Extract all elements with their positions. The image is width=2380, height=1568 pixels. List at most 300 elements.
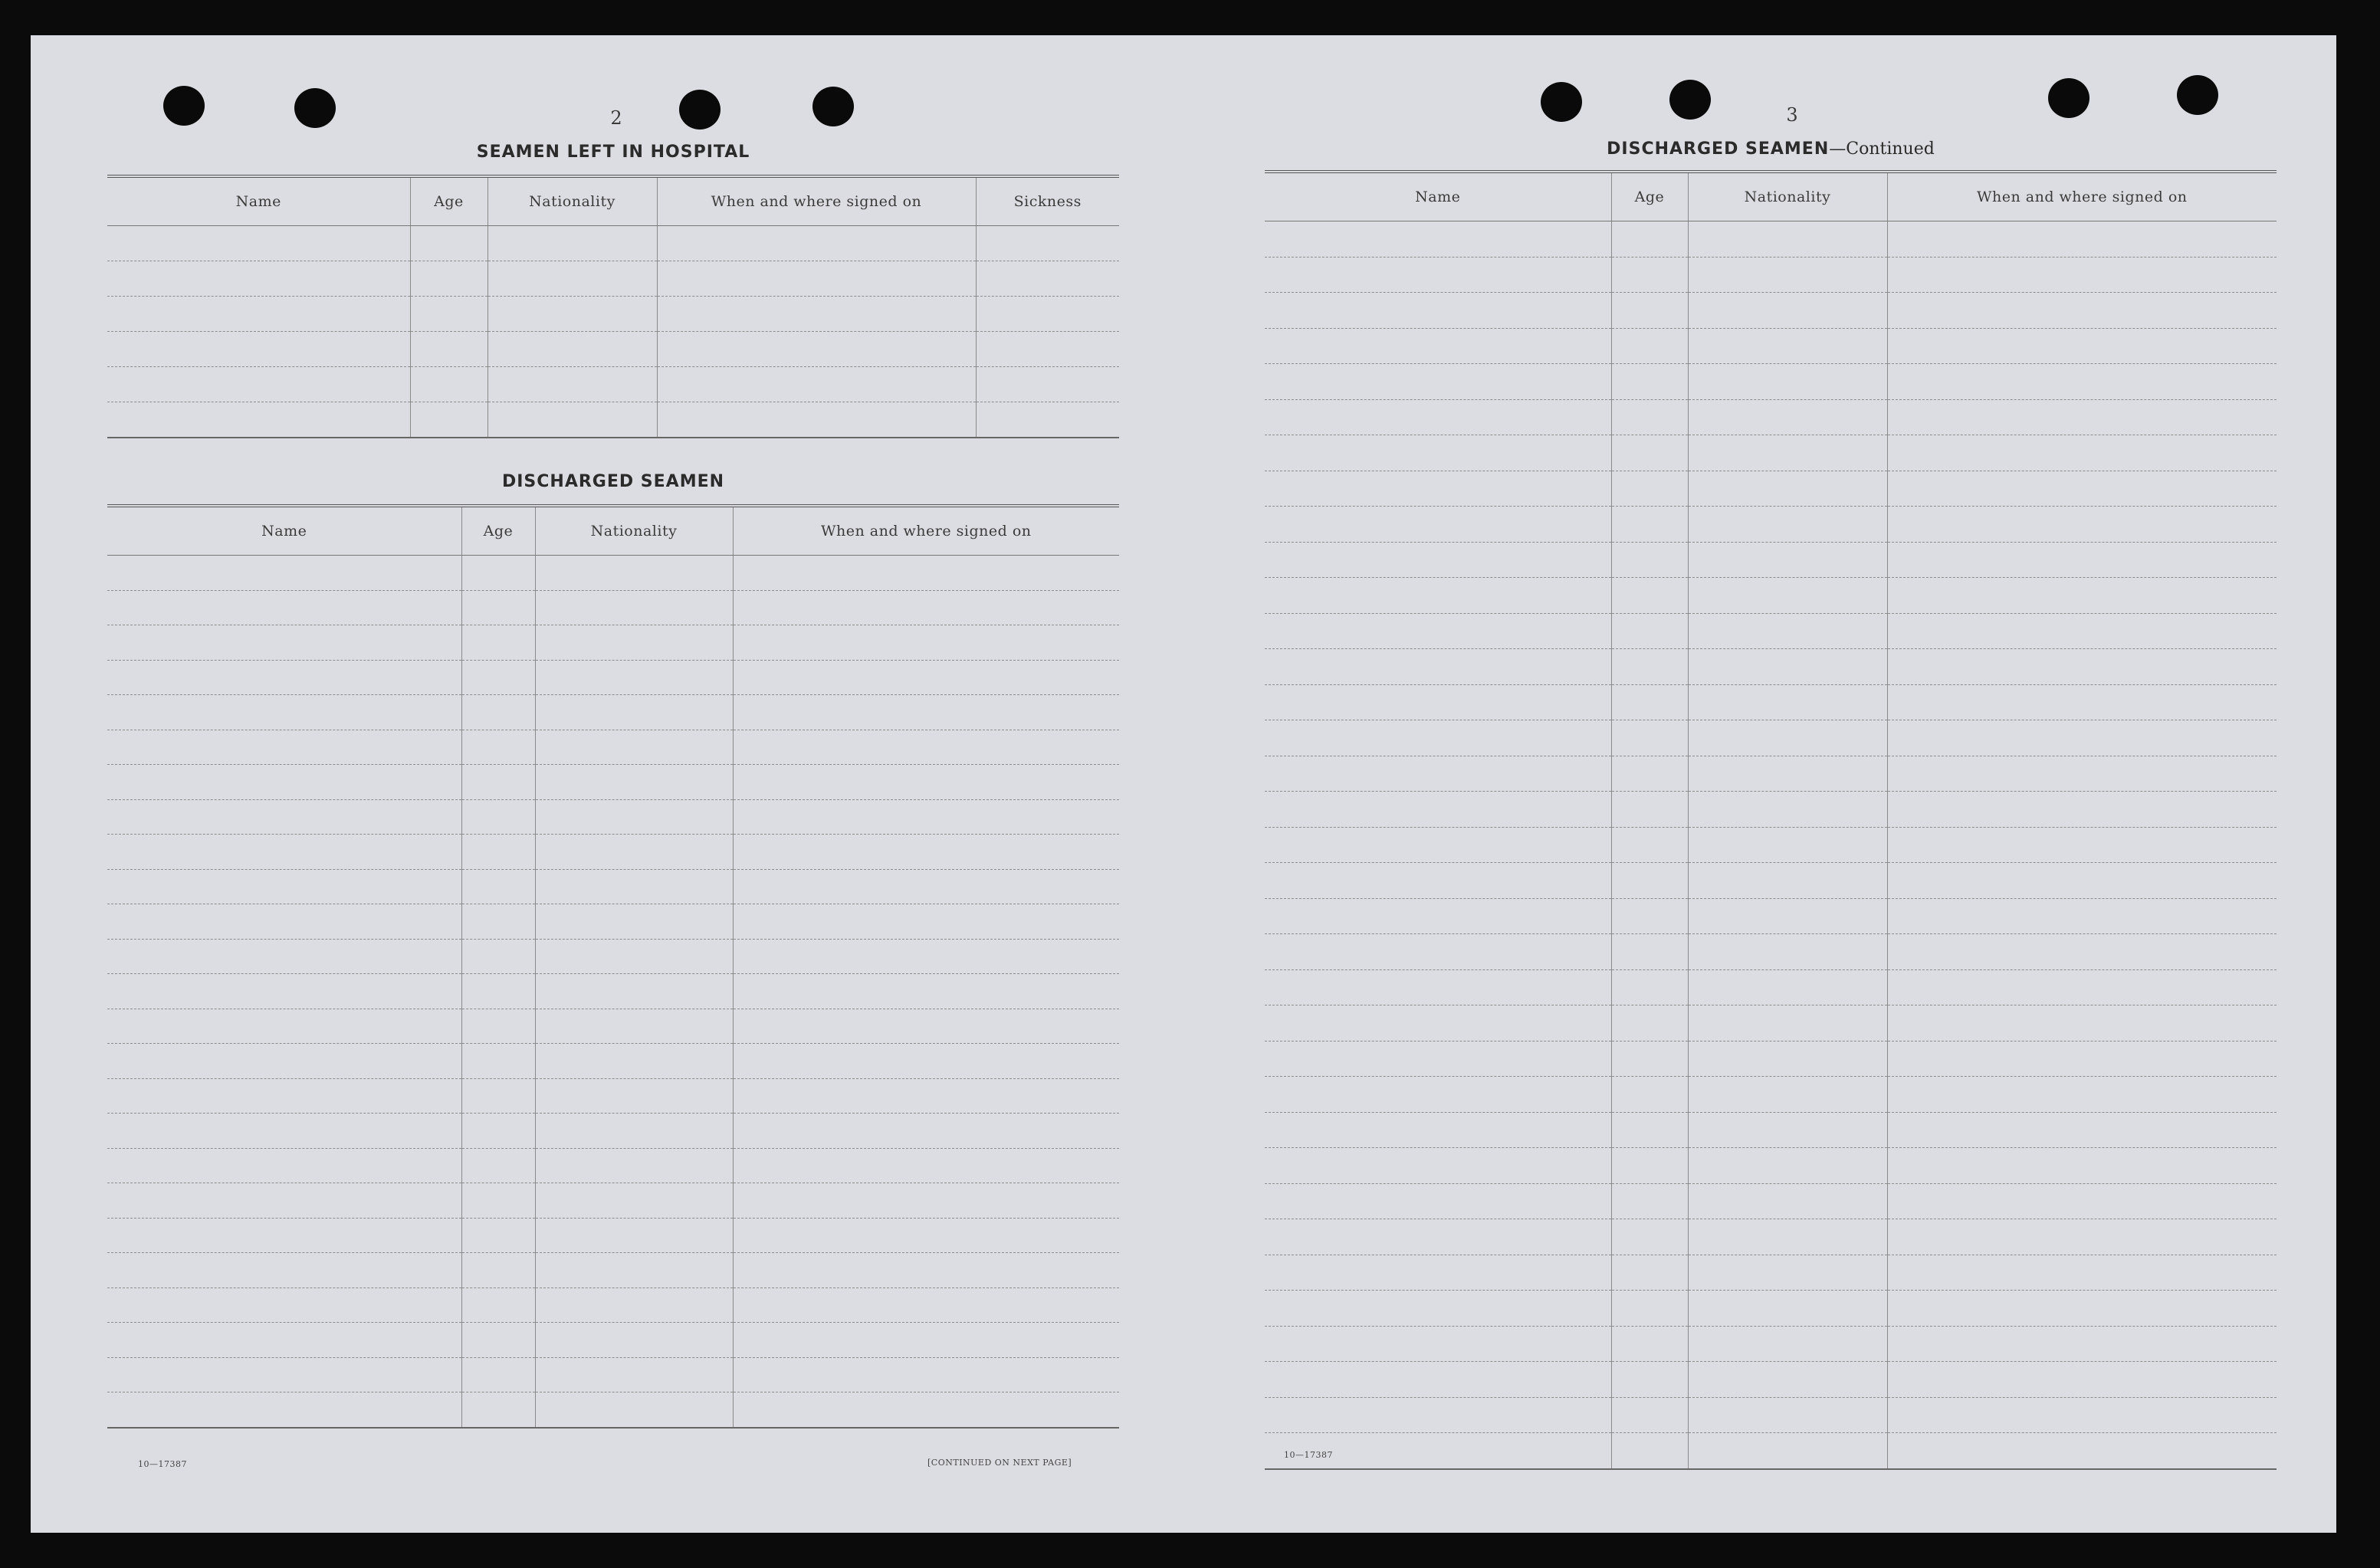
blank-cell[interactable] xyxy=(461,1323,535,1358)
blank-cell[interactable] xyxy=(461,590,535,625)
blank-cell[interactable] xyxy=(733,660,1119,695)
blank-cell[interactable] xyxy=(107,869,461,904)
blank-cell[interactable] xyxy=(1688,1148,1887,1184)
blank-cell[interactable] xyxy=(535,1148,733,1183)
blank-cell[interactable] xyxy=(733,869,1119,904)
blank-cell[interactable] xyxy=(1688,756,1887,792)
blank-cell[interactable] xyxy=(1611,1255,1688,1291)
blank-cell[interactable] xyxy=(1887,1148,2277,1184)
blank-cell[interactable] xyxy=(733,1393,1119,1428)
blank-cell[interactable] xyxy=(1611,507,1688,543)
blank-cell[interactable] xyxy=(1611,827,1688,863)
table-row xyxy=(1265,328,2277,364)
blank-cell[interactable] xyxy=(1887,1041,2277,1077)
blank-cell[interactable] xyxy=(733,799,1119,835)
blank-cell[interactable] xyxy=(1887,1183,2277,1219)
table-row xyxy=(1265,578,2277,614)
blank-cell[interactable] xyxy=(1688,613,1887,649)
blank-cell[interactable] xyxy=(461,1044,535,1079)
blank-cell[interactable] xyxy=(1611,898,1688,934)
blank-cell[interactable] xyxy=(733,730,1119,765)
blank-cell[interactable] xyxy=(1887,684,2277,720)
blank-cell[interactable] xyxy=(1265,1183,1611,1219)
blank-cell[interactable] xyxy=(535,590,733,625)
blank-cell[interactable] xyxy=(410,297,487,332)
blank-cell[interactable] xyxy=(461,556,535,591)
column-header-nationality: Nationality xyxy=(1688,172,1887,221)
blank-cell[interactable] xyxy=(487,402,657,438)
blank-cell[interactable] xyxy=(1611,1005,1688,1042)
blank-cell[interactable] xyxy=(976,226,1119,261)
blank-cell[interactable] xyxy=(1688,1255,1887,1291)
blank-cell[interactable] xyxy=(107,332,410,367)
blank-cell[interactable] xyxy=(535,869,733,904)
blank-cell[interactable] xyxy=(733,556,1119,591)
blank-cell[interactable] xyxy=(410,261,487,297)
blank-cell[interactable] xyxy=(1688,720,1887,756)
punch-hole-6 xyxy=(1669,80,1711,120)
blank-cell[interactable] xyxy=(107,1288,461,1323)
blank-cell[interactable] xyxy=(1688,1397,1887,1433)
blank-cell[interactable] xyxy=(1887,863,2277,899)
blank-cell[interactable] xyxy=(535,1253,733,1288)
blank-cell[interactable] xyxy=(535,974,733,1009)
blank-cell[interactable] xyxy=(461,1183,535,1219)
table-row xyxy=(107,1044,1119,1079)
blank-cell[interactable] xyxy=(107,261,410,297)
blank-cell[interactable] xyxy=(107,1323,461,1358)
blank-cell[interactable] xyxy=(1688,364,1887,400)
blank-cell[interactable] xyxy=(1265,507,1611,543)
blank-cell[interactable] xyxy=(1887,542,2277,578)
blank-cell[interactable] xyxy=(1611,221,1688,258)
blank-cell[interactable] xyxy=(107,1253,461,1288)
blank-cell[interactable] xyxy=(1265,1219,1611,1255)
blank-cell[interactable] xyxy=(1887,934,2277,970)
blank-cell[interactable] xyxy=(107,1393,461,1428)
blank-cell[interactable] xyxy=(1688,934,1887,970)
discharged-continued-title-text: DISCHARGED SEAMEN xyxy=(1607,139,1830,159)
blank-cell[interactable] xyxy=(1611,863,1688,899)
blank-cell[interactable] xyxy=(1265,613,1611,649)
blank-cell[interactable] xyxy=(1887,756,2277,792)
blank-cell[interactable] xyxy=(1887,1219,2277,1255)
blank-cell[interactable] xyxy=(107,974,461,1009)
blank-cell[interactable] xyxy=(733,1183,1119,1219)
blank-cell[interactable] xyxy=(461,869,535,904)
blank-cell[interactable] xyxy=(657,367,976,402)
blank-cell[interactable] xyxy=(1887,507,2277,543)
blank-cell[interactable] xyxy=(1611,649,1688,685)
blank-cell[interactable] xyxy=(461,660,535,695)
page-number-right: 3 xyxy=(1786,104,1798,126)
blank-cell[interactable] xyxy=(461,1114,535,1149)
blank-cell[interactable] xyxy=(1265,578,1611,614)
blank-cell[interactable] xyxy=(1611,1041,1688,1077)
blank-cell[interactable] xyxy=(1611,969,1688,1005)
blank-cell[interactable] xyxy=(1265,1148,1611,1184)
blank-cell[interactable] xyxy=(1688,684,1887,720)
blank-cell[interactable] xyxy=(657,402,976,438)
blank-cell[interactable] xyxy=(1265,1362,1611,1398)
blank-cell[interactable] xyxy=(1887,471,2277,507)
blank-cell[interactable] xyxy=(461,939,535,974)
blank-cell[interactable] xyxy=(1611,684,1688,720)
blank-cell[interactable] xyxy=(1688,399,1887,435)
blank-cell[interactable] xyxy=(733,625,1119,661)
blank-cell[interactable] xyxy=(1265,293,1611,329)
blank-cell[interactable] xyxy=(733,765,1119,800)
blank-cell[interactable] xyxy=(1611,293,1688,329)
blank-cell[interactable] xyxy=(1887,898,2277,934)
blank-cell[interactable] xyxy=(1265,827,1611,863)
blank-cell[interactable] xyxy=(535,556,733,591)
blank-cell[interactable] xyxy=(1688,1326,1887,1362)
blank-cell[interactable] xyxy=(461,695,535,730)
blank-cell[interactable] xyxy=(410,332,487,367)
discharged-continued-title xyxy=(1265,139,2277,159)
blank-cell[interactable] xyxy=(657,332,976,367)
blank-cell[interactable] xyxy=(1265,364,1611,400)
blank-cell[interactable] xyxy=(1887,1397,2277,1433)
blank-cell[interactable] xyxy=(1611,1219,1688,1255)
blank-cell[interactable] xyxy=(1265,221,1611,258)
blank-cell[interactable] xyxy=(1688,1433,1887,1469)
blank-cell[interactable] xyxy=(1887,792,2277,828)
blank-cell[interactable] xyxy=(1688,257,1887,293)
blank-cell[interactable] xyxy=(487,367,657,402)
blank-cell[interactable] xyxy=(1611,720,1688,756)
blank-cell[interactable] xyxy=(1688,969,1887,1005)
blank-cell[interactable] xyxy=(461,1148,535,1183)
blank-cell[interactable] xyxy=(461,730,535,765)
blank-cell[interactable] xyxy=(487,261,657,297)
blank-cell[interactable] xyxy=(1688,471,1887,507)
blank-cell[interactable] xyxy=(1887,1433,2277,1469)
blank-cell[interactable] xyxy=(535,1288,733,1323)
blank-cell[interactable] xyxy=(733,1323,1119,1358)
blank-cell[interactable] xyxy=(487,297,657,332)
blank-cell[interactable] xyxy=(1611,1183,1688,1219)
blank-cell[interactable] xyxy=(107,939,461,974)
blank-cell[interactable] xyxy=(1887,364,2277,400)
blank-cell[interactable] xyxy=(1265,542,1611,578)
table-row xyxy=(107,939,1119,974)
blank-cell[interactable] xyxy=(107,1218,461,1253)
blank-cell[interactable] xyxy=(461,1078,535,1114)
blank-cell[interactable] xyxy=(1265,1112,1611,1148)
blank-cell[interactable] xyxy=(410,402,487,438)
blank-cell[interactable] xyxy=(535,1114,733,1149)
blank-cell[interactable] xyxy=(657,226,976,261)
blank-cell[interactable] xyxy=(461,799,535,835)
blank-cell[interactable] xyxy=(733,695,1119,730)
page-number-left: 2 xyxy=(610,107,622,129)
blank-cell[interactable] xyxy=(976,367,1119,402)
blank-cell[interactable] xyxy=(1887,1112,2277,1148)
blank-cell[interactable] xyxy=(461,1357,535,1393)
blank-cell[interactable] xyxy=(107,590,461,625)
blank-cell[interactable] xyxy=(107,1044,461,1079)
blank-cell[interactable] xyxy=(976,297,1119,332)
blank-cell[interactable] xyxy=(1611,1362,1688,1398)
blank-cell[interactable] xyxy=(1611,257,1688,293)
blank-cell[interactable] xyxy=(535,1323,733,1358)
blank-cell[interactable] xyxy=(107,904,461,940)
punch-hole-3 xyxy=(679,90,721,130)
blank-cell[interactable] xyxy=(1265,684,1611,720)
blank-cell[interactable] xyxy=(657,261,976,297)
blank-cell[interactable] xyxy=(107,660,461,695)
column-header-name: Name xyxy=(107,176,410,226)
blank-cell[interactable] xyxy=(1611,613,1688,649)
blank-cell[interactable] xyxy=(1688,507,1887,543)
blank-cell[interactable] xyxy=(733,1218,1119,1253)
blank-cell[interactable] xyxy=(107,297,410,332)
blank-cell[interactable] xyxy=(1611,934,1688,970)
blank-cell[interactable] xyxy=(535,1183,733,1219)
blank-cell[interactable] xyxy=(1611,1112,1688,1148)
blank-cell[interactable] xyxy=(733,1357,1119,1393)
blank-cell[interactable] xyxy=(1887,827,2277,863)
blank-cell[interactable] xyxy=(461,765,535,800)
blank-cell[interactable] xyxy=(461,1009,535,1044)
blank-cell[interactable] xyxy=(1887,649,2277,685)
table-row xyxy=(1265,934,2277,970)
blank-cell[interactable] xyxy=(461,1393,535,1428)
blank-cell[interactable] xyxy=(1265,720,1611,756)
blank-cell[interactable] xyxy=(1887,578,2277,614)
blank-cell[interactable] xyxy=(107,1357,461,1393)
blank-cell[interactable] xyxy=(1688,328,1887,364)
blank-cell[interactable] xyxy=(1887,435,2277,471)
blank-cell[interactable] xyxy=(1887,613,2277,649)
blank-cell[interactable] xyxy=(733,590,1119,625)
blank-cell[interactable] xyxy=(1688,221,1887,258)
blank-cell[interactable] xyxy=(1265,1326,1611,1362)
table-row xyxy=(1265,756,2277,792)
blank-cell[interactable] xyxy=(1265,969,1611,1005)
blank-cell[interactable] xyxy=(410,226,487,261)
blank-cell[interactable] xyxy=(461,1253,535,1288)
blank-cell[interactable] xyxy=(657,297,976,332)
blank-cell[interactable] xyxy=(487,226,657,261)
blank-cell[interactable] xyxy=(1688,649,1887,685)
blank-cell[interactable] xyxy=(461,904,535,940)
blank-cell[interactable] xyxy=(461,625,535,661)
blank-cell[interactable] xyxy=(1688,435,1887,471)
blank-cell[interactable] xyxy=(1887,1326,2277,1362)
blank-cell[interactable] xyxy=(107,799,461,835)
blank-cell[interactable] xyxy=(1688,898,1887,934)
column-header-nationality: Nationality xyxy=(487,176,657,226)
blank-cell[interactable] xyxy=(461,974,535,1009)
blank-cell[interactable] xyxy=(1688,1112,1887,1148)
blank-cell[interactable] xyxy=(1265,1397,1611,1433)
blank-cell[interactable] xyxy=(461,1288,535,1323)
blank-cell[interactable] xyxy=(535,904,733,940)
blank-cell[interactable] xyxy=(107,1114,461,1149)
table-row xyxy=(1265,792,2277,828)
blank-cell[interactable] xyxy=(535,1009,733,1044)
blank-cell[interactable] xyxy=(1265,898,1611,934)
blank-cell[interactable] xyxy=(1611,1077,1688,1113)
blank-cell[interactable] xyxy=(733,1114,1119,1149)
blank-cell[interactable] xyxy=(1265,792,1611,828)
table-row xyxy=(1265,1005,2277,1042)
blank-cell[interactable] xyxy=(1611,364,1688,400)
table-row xyxy=(1265,1077,2277,1113)
blank-cell[interactable] xyxy=(1688,542,1887,578)
blank-cell[interactable] xyxy=(107,1009,461,1044)
blank-cell[interactable] xyxy=(535,765,733,800)
blank-cell[interactable] xyxy=(1265,1041,1611,1077)
blank-cell[interactable] xyxy=(1265,1077,1611,1113)
blank-cell[interactable] xyxy=(1611,1397,1688,1433)
blank-cell[interactable] xyxy=(1887,221,2277,258)
blank-cell[interactable] xyxy=(107,625,461,661)
table-row xyxy=(107,974,1119,1009)
blank-cell[interactable] xyxy=(1265,649,1611,685)
blank-cell[interactable] xyxy=(733,835,1119,870)
blank-cell[interactable] xyxy=(1688,1291,1887,1327)
blank-cell[interactable] xyxy=(1688,792,1887,828)
blank-cell[interactable] xyxy=(1611,756,1688,792)
blank-cell[interactable] xyxy=(1688,1041,1887,1077)
blank-cell[interactable] xyxy=(410,367,487,402)
column-header-name: Name xyxy=(1265,172,1611,221)
blank-cell[interactable] xyxy=(107,556,461,591)
blank-cell[interactable] xyxy=(107,835,461,870)
blank-cell[interactable] xyxy=(107,402,410,438)
column-header-signed-on: When and where signed on xyxy=(733,506,1119,556)
blank-cell[interactable] xyxy=(535,695,733,730)
blank-cell[interactable] xyxy=(1688,1362,1887,1398)
blank-cell[interactable] xyxy=(1688,1219,1887,1255)
blank-cell[interactable] xyxy=(1887,293,2277,329)
blank-cell[interactable] xyxy=(733,904,1119,940)
blank-cell[interactable] xyxy=(976,402,1119,438)
column-header-signed-on: When and where signed on xyxy=(1887,172,2277,221)
blank-cell[interactable] xyxy=(1887,257,2277,293)
blank-cell[interactable] xyxy=(1688,1183,1887,1219)
blank-cell[interactable] xyxy=(107,1078,461,1114)
blank-cell[interactable] xyxy=(1611,578,1688,614)
blank-cell[interactable] xyxy=(1611,435,1688,471)
blank-cell[interactable] xyxy=(733,1148,1119,1183)
blank-cell[interactable] xyxy=(1688,863,1887,899)
blank-cell[interactable] xyxy=(1887,969,2277,1005)
table-row xyxy=(1265,684,2277,720)
blank-cell[interactable] xyxy=(535,1044,733,1079)
blank-cell[interactable] xyxy=(733,1078,1119,1114)
blank-cell[interactable] xyxy=(1688,293,1887,329)
blank-cell[interactable] xyxy=(535,835,733,870)
blank-cell[interactable] xyxy=(1611,1433,1688,1469)
table-row xyxy=(107,799,1119,835)
blank-cell[interactable] xyxy=(107,367,410,402)
blank-cell[interactable] xyxy=(1265,1255,1611,1291)
blank-cell[interactable] xyxy=(733,939,1119,974)
blank-cell[interactable] xyxy=(733,1288,1119,1323)
blank-cell[interactable] xyxy=(733,1044,1119,1079)
blank-cell[interactable] xyxy=(107,730,461,765)
blank-cell[interactable] xyxy=(1688,578,1887,614)
blank-cell[interactable] xyxy=(487,332,657,367)
blank-cell[interactable] xyxy=(535,1218,733,1253)
blank-cell[interactable] xyxy=(107,226,410,261)
blank-cell[interactable] xyxy=(1611,542,1688,578)
blank-cell[interactable] xyxy=(1611,399,1688,435)
blank-cell[interactable] xyxy=(733,1253,1119,1288)
blank-cell[interactable] xyxy=(535,660,733,695)
blank-cell[interactable] xyxy=(1611,1148,1688,1184)
table-row xyxy=(1265,1433,2277,1469)
blank-cell[interactable] xyxy=(1887,399,2277,435)
blank-cell[interactable] xyxy=(1611,1291,1688,1327)
blank-cell[interactable] xyxy=(1611,792,1688,828)
blank-cell[interactable] xyxy=(1265,257,1611,293)
blank-cell[interactable] xyxy=(1887,720,2277,756)
blank-cell[interactable] xyxy=(461,835,535,870)
blank-cell[interactable] xyxy=(535,730,733,765)
blank-cell[interactable] xyxy=(1265,399,1611,435)
table-row xyxy=(107,297,1119,332)
blank-cell[interactable] xyxy=(1688,1005,1887,1042)
blank-cell[interactable] xyxy=(461,1218,535,1253)
blank-cell[interactable] xyxy=(1265,1291,1611,1327)
blank-cell[interactable] xyxy=(107,1183,461,1219)
blank-cell[interactable] xyxy=(733,1009,1119,1044)
blank-cell[interactable] xyxy=(1265,471,1611,507)
blank-cell[interactable] xyxy=(1265,756,1611,792)
column-header-age: Age xyxy=(1611,172,1688,221)
blank-cell[interactable] xyxy=(1611,1326,1688,1362)
table-row xyxy=(1265,1041,2277,1077)
blank-cell[interactable] xyxy=(1688,1077,1887,1113)
blank-cell[interactable] xyxy=(1265,328,1611,364)
blank-cell[interactable] xyxy=(1887,1291,2277,1327)
blank-cell[interactable] xyxy=(976,332,1119,367)
blank-cell[interactable] xyxy=(535,1357,733,1393)
blank-cell[interactable] xyxy=(1611,328,1688,364)
blank-cell[interactable] xyxy=(1887,1077,2277,1113)
table-row xyxy=(1265,221,2277,258)
blank-cell[interactable] xyxy=(1611,471,1688,507)
blank-cell[interactable] xyxy=(1265,934,1611,970)
blank-cell[interactable] xyxy=(107,695,461,730)
blank-cell[interactable] xyxy=(1265,435,1611,471)
blank-cell[interactable] xyxy=(1887,328,2277,364)
blank-cell[interactable] xyxy=(535,1078,733,1114)
blank-cell[interactable] xyxy=(1265,863,1611,899)
blank-cell[interactable] xyxy=(1887,1362,2277,1398)
blank-cell[interactable] xyxy=(107,1148,461,1183)
blank-cell[interactable] xyxy=(535,799,733,835)
blank-cell[interactable] xyxy=(1688,827,1887,863)
table-row xyxy=(107,765,1119,800)
blank-cell[interactable] xyxy=(1887,1255,2277,1291)
blank-cell[interactable] xyxy=(535,939,733,974)
blank-cell[interactable] xyxy=(1265,1005,1611,1042)
blank-cell[interactable] xyxy=(1887,1005,2277,1042)
blank-cell[interactable] xyxy=(733,974,1119,1009)
blank-cell[interactable] xyxy=(107,765,461,800)
blank-cell[interactable] xyxy=(976,261,1119,297)
table-row xyxy=(1265,1112,2277,1148)
blank-cell[interactable] xyxy=(535,1393,733,1428)
blank-cell[interactable] xyxy=(535,625,733,661)
